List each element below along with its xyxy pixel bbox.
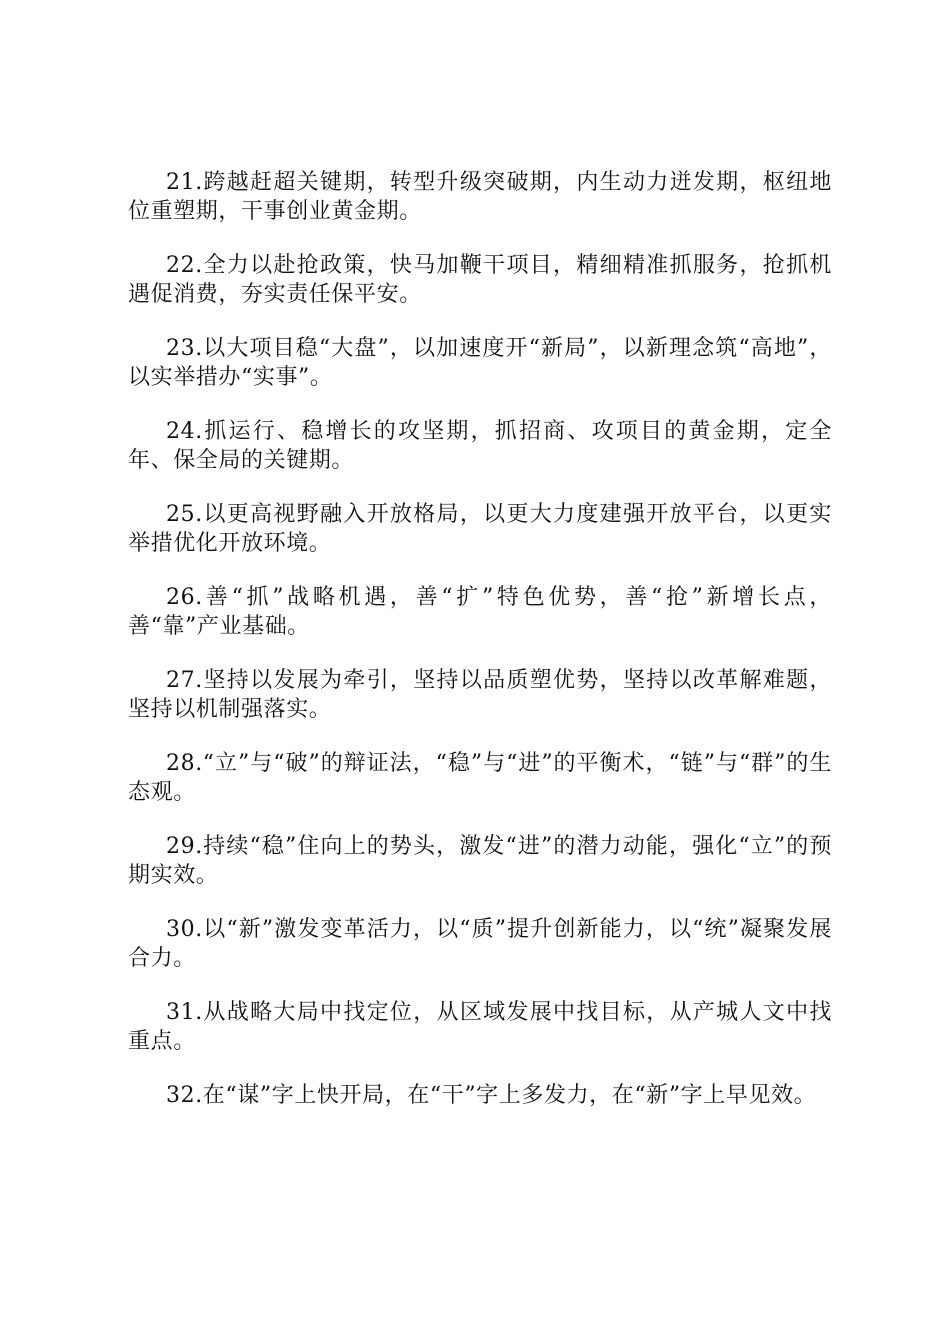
paragraph-30: 30.以“新”激发变革活力，以“质”提升创新能力，以“统”凝聚发展合力。 <box>128 917 832 971</box>
paragraph-29: 29.持续“稳”住向上的势头，激发“进”的潜力动能，强化“立”的预期实效。 <box>128 834 832 888</box>
paragraph-26: 26.善“抓”战略机遇，善“扩”特色优势，善“抢”新增长点，善“靠”产业基础。 <box>128 585 832 639</box>
paragraph-25: 25.以更高视野融入开放格局，以更大力度建强开放平台，以更实举措优化开放环境。 <box>128 502 832 556</box>
paragraph-24: 24.抓运行、稳增长的攻坚期，抓招商、攻项目的黄金期，定全年、保全局的关键期。 <box>128 419 832 473</box>
paragraph-32: 32.在“谋”字上快开局，在“干”字上多发力，在“新”字上早见效。 <box>166 1083 817 1108</box>
document-body <box>128 168 832 1135</box>
paragraph-27: 27.坚持以发展为牵引，坚持以品质塑优势，坚持以改革解难题，坚持以机制强落实。 <box>128 668 832 722</box>
paragraph-31: 31.从战略大局中找定位，从区域发展中找目标，从产城人文中找重点。 <box>128 1000 832 1054</box>
paragraph-28: 28.“立”与“破”的辩证法，“稳”与“进”的平衡术，“链”与“群”的生态观。 <box>128 751 832 805</box>
paragraph-22: 22.全力以赴抢政策，快马加鞭干项目，精细精准抓服务，抢抓机遇促消费，夯实责任保平安。 <box>128 253 832 307</box>
paragraph-21: 21.跨越赶超关键期，转型升级突破期，内生动力迸发期，枢纽地位重塑期，干事创业黄金期。 <box>128 170 832 224</box>
paragraph-23: 23.以大项目稳“大盘”，以加速度开“新局”，以新理念筑“高地”，以实举措办“实事”。 <box>128 336 832 390</box>
